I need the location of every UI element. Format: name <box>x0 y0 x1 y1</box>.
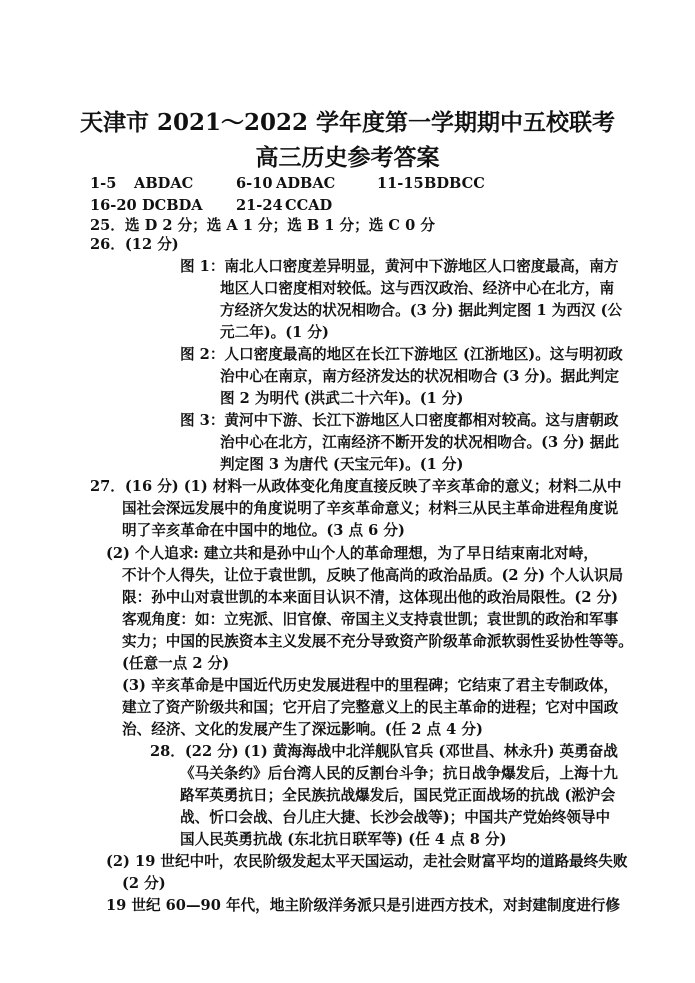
mc-answer: DCBDA <box>142 197 203 214</box>
title-line-2: 高三历史参考答案 <box>255 144 440 171</box>
mc-range: 16-20 <box>90 197 137 214</box>
mc-range: 21-24 <box>236 197 283 214</box>
q25-answer: 25．选 D 2 分；选 A 1 分；选 B 1 分；选 C 0 分 <box>90 217 435 234</box>
q28-line: 路军英勇抗日；全民族抗战爆发后，国民党正面战场的抗战 (淞沪会 <box>180 787 616 804</box>
mc-answer: CCAD <box>285 197 333 214</box>
q27-line: 不计个人得失，让位于袁世凯，反映了他高尚的政治品质。(2 分) 个人认识局 <box>122 567 624 584</box>
title-line-1: 天津市 2021～2022 学年度第一学期期中五校联考 <box>79 109 616 136</box>
q28-line: 《马关条约》后台湾人民的反割台斗争；抗日战争爆发后，上海十九 <box>180 765 618 782</box>
q26-line: 方经济欠发达的状况相吻合。(3 分) 据此判定图 1 为西汉 (公 <box>220 302 623 319</box>
q26-line: 治中心在北方，江南经济不断开发的状况相吻合。(3 分) 据此 <box>220 434 619 451</box>
q26-line: 判定图 3 为唐代 (天宝元年)。(1 分) <box>220 456 464 473</box>
q27-line: 客观角度：如：立宪派、旧官僚、帝国主义支持袁世凯；袁世凯的政治和军事 <box>122 611 619 628</box>
mc-range: 11-15 <box>377 175 424 192</box>
q28-line: (2 分) <box>122 875 166 892</box>
q27-line: 明了辛亥革命在中国中的地位。(3 点 6 分) <box>122 522 405 539</box>
q26-line: 图 3：黄河中下游、长江下游地区人口密度都相对较高。这与唐朝政 <box>180 412 619 429</box>
mc-answer: ADBAC <box>276 175 336 192</box>
mc-answer: BDBCC <box>424 175 485 192</box>
q27-line: (2) 个人追求: 建立共和是孙中山个人的革命理想，为了早日结束南北对峙， <box>106 545 598 562</box>
q27-line: 27．(16 分) (1) 材料一从政体变化角度直接反映了辛亥革命的意义；材料二从中 <box>90 478 622 495</box>
q28-line: 国人民英勇抗战 (东北抗日联军等) (任 4 点 8 分) <box>180 831 507 848</box>
q26-line: 图 2：人口密度最高的地区在长江下游地区 (江浙地区)。这与明初政 <box>180 346 623 363</box>
q26-line: 地区人口密度相对较低。这与西汉政治、经济中心在北方，南 <box>220 280 615 297</box>
mc-range: 6-10 <box>236 175 273 192</box>
q26-line: 治中心在南京，南方经济发达的状况相吻合 (3 分)。据此判定 <box>220 368 619 385</box>
q26-line: 元二年)。(1 分) <box>220 324 329 341</box>
q26-line: 图 2 为明代 (洪武二十六年)。(1 分) <box>220 390 464 407</box>
q27-line: 治、经济、文化的发展产生了深远影响。(任 2 点 4 分) <box>122 721 483 738</box>
q27-line: (任意一点 2 分) <box>122 655 230 672</box>
q28-line: (2) 19 世纪中叶，农民阶级发起太平天国运动，走社会财富平均的道路最终失败 <box>106 853 628 870</box>
q27-line: 限：孙中山对袁世凯的本来面目认识不清，这体现出他的政治局限性。(2 分) <box>122 589 619 606</box>
q27-line: 实力；中国的民族资本主义发展不充分导致资产阶级革命派软弱性妥协性等等。 <box>122 633 633 650</box>
q26-line: 图 1：南北人口密度差异明显，黄河中下游地区人口密度最高，南方 <box>180 258 619 275</box>
mc-range: 1-5 <box>90 175 117 192</box>
q27-line: 建立了资产阶级共和国；它开启了完整意义上的民主革命的进程；它对中国政 <box>122 699 619 716</box>
q26-heading: 26．(12 分) <box>90 236 179 253</box>
q28-line: 28．(22 分) (1) 黄海海战中北洋舰队官兵 (邓世昌、林永升) 英勇奋战 <box>150 743 618 760</box>
mc-answer: ABDAC <box>134 175 194 192</box>
q28-line: 战、忻口会战、台儿庄大捷、长沙会战等)；中国共产党始终领导中 <box>180 809 611 826</box>
q27-line: 国社会深远发展中的角度说明了辛亥革命意义；材料三从民主革命进程角度说 <box>122 500 619 517</box>
q28-line: 19 世纪 60—90 年代，地主阶级洋务派只是引进西方技术，对封建制度进行修 <box>106 897 620 914</box>
q27-line: (3) 辛亥革命是中国近代历史发展进程中的里程碑；它结束了君主专制政体， <box>122 677 619 694</box>
